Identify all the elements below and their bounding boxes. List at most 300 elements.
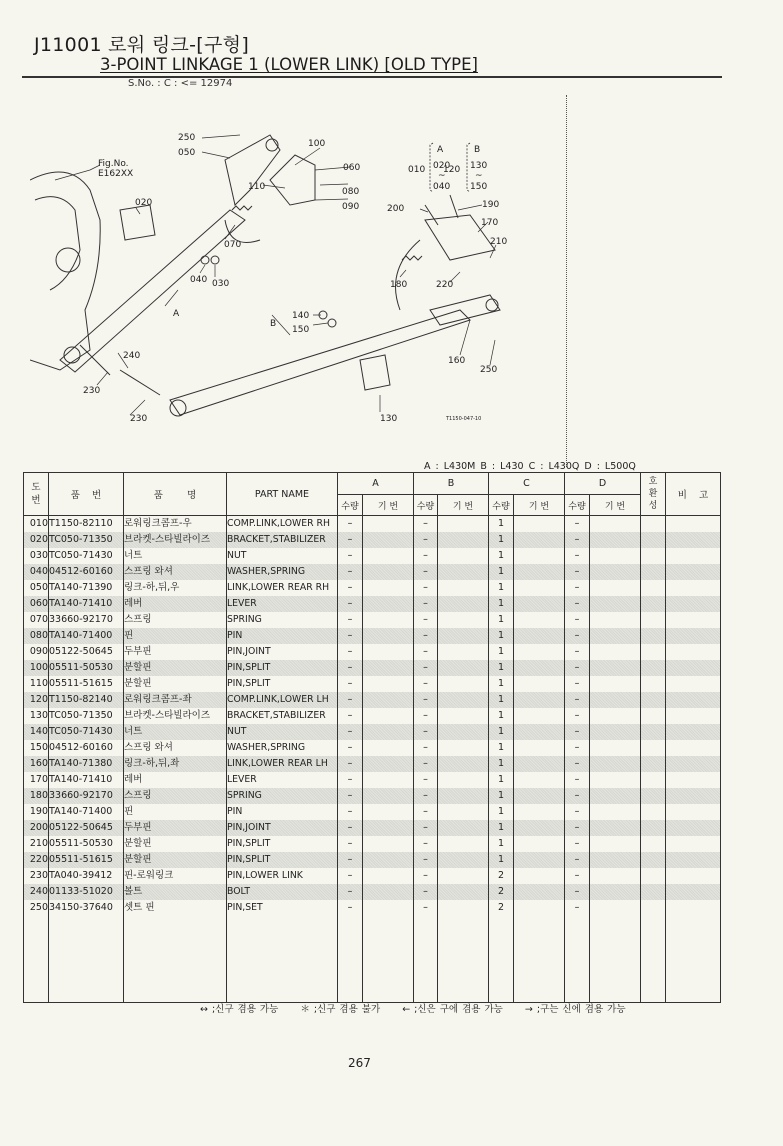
qty-c: 1 xyxy=(489,548,514,564)
callout-a: A xyxy=(173,309,180,319)
qty-d: – xyxy=(565,644,590,660)
part-name: BRACKET,STABILIZER xyxy=(227,532,338,548)
qty-d: – xyxy=(565,596,590,612)
qty-a: – xyxy=(338,532,363,548)
name-korean: 스프링 xyxy=(124,788,227,804)
parts-table-body xyxy=(24,516,721,1003)
qty-d: – xyxy=(565,772,590,788)
part-number: T1150-82110 xyxy=(49,516,124,533)
header-b-qty: 수량 xyxy=(414,495,438,516)
callout-210: 210 xyxy=(490,237,508,247)
interchange xyxy=(641,676,666,692)
empty-cell xyxy=(590,916,641,1003)
lever-rh xyxy=(270,155,315,205)
group-b-to: 150 xyxy=(470,182,488,192)
qty-c: 1 xyxy=(489,852,514,868)
header-name-ko: 품 명 xyxy=(124,473,227,516)
remarks xyxy=(666,868,721,884)
code-a xyxy=(363,804,414,820)
qty-d: – xyxy=(565,740,590,756)
code-d xyxy=(590,900,641,916)
qty-c: 1 xyxy=(489,516,514,533)
code-b xyxy=(438,740,489,756)
code-a xyxy=(363,644,414,660)
callout-020: 020 xyxy=(135,198,153,208)
table-row xyxy=(24,548,721,564)
housing-outline xyxy=(30,172,100,370)
part-number: TC050-71350 xyxy=(49,708,124,724)
code-b xyxy=(438,596,489,612)
code-b xyxy=(438,772,489,788)
part-number: TC050-71430 xyxy=(49,724,124,740)
name-korean: 스프링 와셔 xyxy=(124,740,227,756)
table-row xyxy=(24,708,721,724)
callout-180: 180 xyxy=(390,280,408,290)
empty-cell xyxy=(641,916,666,1003)
code-d xyxy=(590,628,641,644)
code-a xyxy=(363,660,414,676)
code-c xyxy=(514,676,565,692)
header-a-code: 기 번 xyxy=(363,495,414,516)
code-c xyxy=(514,628,565,644)
header-interchange: 호 환 성 xyxy=(641,473,666,516)
fig-ref-line1: Fig.No. xyxy=(98,159,129,169)
part-number: TA140-71410 xyxy=(49,772,124,788)
ref-no: 110 xyxy=(24,676,49,692)
part-number: TC050-71430 xyxy=(49,548,124,564)
code-c xyxy=(514,516,565,533)
header-part-name: PART NAME xyxy=(227,473,338,516)
callout-100: 100 xyxy=(308,139,326,149)
interchange xyxy=(641,644,666,660)
ref-no: 200 xyxy=(24,820,49,836)
spring-070 xyxy=(232,206,252,210)
group-a-from: 020 xyxy=(433,161,451,171)
qty-d: – xyxy=(565,836,590,852)
qty-d: – xyxy=(565,756,590,772)
part-number: TA140-71380 xyxy=(49,756,124,772)
name-korean: 핀 xyxy=(124,804,227,820)
code-a xyxy=(363,580,414,596)
code-b xyxy=(438,644,489,660)
parts-table xyxy=(23,472,721,1003)
qty-d: – xyxy=(565,692,590,708)
qty-b: – xyxy=(414,564,438,580)
header-group-b: B xyxy=(414,473,489,495)
lower-link-lh xyxy=(170,310,470,415)
code-b xyxy=(438,756,489,772)
table-row xyxy=(24,884,721,900)
qty-d: – xyxy=(565,564,590,580)
part-name: NUT xyxy=(227,724,338,740)
callout-130: 130 xyxy=(380,414,398,424)
qty-a: – xyxy=(338,644,363,660)
ref-no: 140 xyxy=(24,724,49,740)
remarks xyxy=(666,788,721,804)
ref-no: 170 xyxy=(24,772,49,788)
part-name: BRACKET,STABILIZER xyxy=(227,708,338,724)
qty-d: – xyxy=(565,580,590,596)
interchange-notes xyxy=(200,1001,644,1015)
qty-c: 1 xyxy=(489,692,514,708)
callout-160: 160 xyxy=(448,356,466,366)
ref-no: 080 xyxy=(24,628,49,644)
code-d xyxy=(590,596,641,612)
interchange xyxy=(641,772,666,788)
code-c xyxy=(514,772,565,788)
code-a xyxy=(363,772,414,788)
code-c xyxy=(514,820,565,836)
header-c-qty: 수량 xyxy=(489,495,514,516)
empty-cell xyxy=(363,916,414,1003)
table-row xyxy=(24,596,721,612)
remarks xyxy=(666,676,721,692)
header-b-code: 기 번 xyxy=(438,495,489,516)
empty-cell xyxy=(438,916,489,1003)
qty-d: – xyxy=(565,660,590,676)
qty-c: 1 xyxy=(489,644,514,660)
group-b-tilde: ~ xyxy=(475,171,483,181)
code-b xyxy=(438,628,489,644)
table-empty-space xyxy=(24,916,721,1003)
remarks xyxy=(666,900,721,916)
code-d xyxy=(590,660,641,676)
code-c xyxy=(514,532,565,548)
part-number: 01133-51020 xyxy=(49,884,124,900)
remarks xyxy=(666,660,721,676)
qty-a: – xyxy=(338,724,363,740)
ref-no: 060 xyxy=(24,596,49,612)
qty-a: – xyxy=(338,756,363,772)
group-b-key: B xyxy=(474,145,481,155)
qty-b: – xyxy=(414,660,438,676)
code-c xyxy=(514,756,565,772)
ref-no: 090 xyxy=(24,644,49,660)
note-both-ways: ↔ ;신구 겸용 가능 xyxy=(200,1004,279,1015)
qty-a: – xyxy=(338,676,363,692)
model-legend: A : L430M B : L430 C : L430Q D : L500Q xyxy=(424,461,636,472)
code-b xyxy=(438,884,489,900)
code-d xyxy=(590,820,641,836)
name-korean: 브라켓-스타빌라이즈 xyxy=(124,532,227,548)
qty-b: – xyxy=(414,852,438,868)
code-c xyxy=(514,644,565,660)
callout-110: 110 xyxy=(248,182,266,192)
remarks xyxy=(666,836,721,852)
qty-a: – xyxy=(338,628,363,644)
interchange xyxy=(641,820,666,836)
qty-d: – xyxy=(565,884,590,900)
table-row xyxy=(24,516,721,533)
name-korean: 셋트 핀 xyxy=(124,900,227,916)
interchange xyxy=(641,852,666,868)
code-d xyxy=(590,836,641,852)
callout-140: 140 xyxy=(292,311,310,321)
part-number: TA140-71390 xyxy=(49,580,124,596)
code-b xyxy=(438,612,489,628)
part-name: NUT xyxy=(227,548,338,564)
qty-d: – xyxy=(565,628,590,644)
code-c xyxy=(514,836,565,852)
ref-no: 020 xyxy=(24,532,49,548)
part-number: 05511-50530 xyxy=(49,836,124,852)
header-group-d: D xyxy=(565,473,641,495)
qty-b: – xyxy=(414,772,438,788)
qty-a: – xyxy=(338,580,363,596)
qty-b: – xyxy=(414,692,438,708)
code-d xyxy=(590,548,641,564)
remarks xyxy=(666,724,721,740)
page-title-korean: J11001 로워 링크-[구형] xyxy=(34,34,250,56)
code-d xyxy=(590,532,641,548)
group-a-key: A xyxy=(437,145,444,155)
remarks xyxy=(666,516,721,533)
part-number: 05122-50645 xyxy=(49,820,124,836)
code-d xyxy=(590,740,641,756)
remarks xyxy=(666,532,721,548)
callout-090: 090 xyxy=(342,202,360,212)
housing-detail xyxy=(35,197,80,290)
qty-b: – xyxy=(414,820,438,836)
table-row xyxy=(24,660,721,676)
empty-cell xyxy=(565,916,590,1003)
qty-a: – xyxy=(338,708,363,724)
qty-c: 1 xyxy=(489,756,514,772)
table-row xyxy=(24,692,721,708)
qty-a: – xyxy=(338,820,363,836)
code-b xyxy=(438,900,489,916)
remarks xyxy=(666,740,721,756)
group-a-tilde: ~ xyxy=(438,171,446,181)
table-row xyxy=(24,804,721,820)
nut-030 xyxy=(211,256,219,264)
part-name: PIN,LOWER LINK xyxy=(227,868,338,884)
qty-a: – xyxy=(338,852,363,868)
part-name: LEVER xyxy=(227,772,338,788)
callout-250-lh: 250 xyxy=(480,365,498,375)
name-korean: 레버 xyxy=(124,596,227,612)
qty-c: 1 xyxy=(489,676,514,692)
callout-230-lower: 230 xyxy=(130,414,148,424)
qty-a: – xyxy=(338,548,363,564)
code-a xyxy=(363,884,414,900)
code-b xyxy=(438,836,489,852)
name-korean: 로워링크콤프-우 xyxy=(124,516,227,533)
name-korean: 스프링 xyxy=(124,612,227,628)
code-b xyxy=(438,532,489,548)
ref-no: 180 xyxy=(24,788,49,804)
part-name: COMP.LINK,LOWER RH xyxy=(227,516,338,533)
spring-wires xyxy=(225,220,420,310)
code-c xyxy=(514,692,565,708)
qty-a: – xyxy=(338,836,363,852)
qty-c: 2 xyxy=(489,900,514,916)
qty-d: – xyxy=(565,532,590,548)
note-old-fits-new: → ;구는 신에 겸용 가능 xyxy=(524,1004,626,1015)
page-number: 267 xyxy=(348,1056,371,1070)
stabilizer-bracket-lh xyxy=(360,355,390,390)
table-row xyxy=(24,900,721,916)
washer-040 xyxy=(201,256,209,264)
part-name: PIN,SPLIT xyxy=(227,676,338,692)
part-name: LINK,LOWER REAR RH xyxy=(227,580,338,596)
table-row xyxy=(24,772,721,788)
code-b xyxy=(438,516,489,533)
code-d xyxy=(590,644,641,660)
interchange xyxy=(641,628,666,644)
group-b-main: 120 xyxy=(443,165,461,175)
qty-b: – xyxy=(414,580,438,596)
qty-c: 1 xyxy=(489,820,514,836)
washer-150 xyxy=(328,319,336,327)
code-a xyxy=(363,564,414,580)
ref-no: 210 xyxy=(24,836,49,852)
lower-rear-link-rh xyxy=(225,135,280,205)
qty-b: – xyxy=(414,596,438,612)
part-number: 33660-92170 xyxy=(49,612,124,628)
code-c xyxy=(514,580,565,596)
table-row xyxy=(24,612,721,628)
code-c xyxy=(514,564,565,580)
code-b xyxy=(438,580,489,596)
qty-a: – xyxy=(338,660,363,676)
callout-060: 060 xyxy=(343,163,361,173)
code-a xyxy=(363,740,414,756)
fig-ref-line2: E162XX xyxy=(98,169,134,179)
interchange xyxy=(641,884,666,900)
code-c xyxy=(514,724,565,740)
code-d xyxy=(590,676,641,692)
part-name: PIN,SET xyxy=(227,900,338,916)
qty-a: – xyxy=(338,788,363,804)
part-name: PIN,SPLIT xyxy=(227,836,338,852)
qty-c: 1 xyxy=(489,564,514,580)
qty-d: – xyxy=(565,724,590,740)
remarks xyxy=(666,852,721,868)
ref-no: 030 xyxy=(24,548,49,564)
code-c xyxy=(514,900,565,916)
header-group-c: C xyxy=(489,473,565,495)
qty-d: – xyxy=(565,852,590,868)
table-row xyxy=(24,740,721,756)
name-korean: 두부핀 xyxy=(124,820,227,836)
qty-c: 1 xyxy=(489,772,514,788)
code-a xyxy=(363,788,414,804)
table-row xyxy=(24,676,721,692)
qty-b: – xyxy=(414,676,438,692)
remarks xyxy=(666,580,721,596)
qty-d: – xyxy=(565,516,590,533)
part-number: T1150-82140 xyxy=(49,692,124,708)
ref-no: 100 xyxy=(24,660,49,676)
part-number: 05511-51615 xyxy=(49,676,124,692)
qty-b: – xyxy=(414,900,438,916)
empty-cell xyxy=(514,916,565,1003)
ref-no: 010 xyxy=(24,516,49,533)
ref-no: 240 xyxy=(24,884,49,900)
code-d xyxy=(590,852,641,868)
part-number: TA140-71400 xyxy=(49,804,124,820)
code-d xyxy=(590,772,641,788)
part-name: BOLT xyxy=(227,884,338,900)
part-number: 05511-50530 xyxy=(49,660,124,676)
pins-190-200 xyxy=(425,195,458,225)
ref-no: 190 xyxy=(24,804,49,820)
interchange xyxy=(641,692,666,708)
empty-cell xyxy=(338,916,363,1003)
interchange xyxy=(641,596,666,612)
qty-b: – xyxy=(414,532,438,548)
part-name: PIN,JOINT xyxy=(227,820,338,836)
interchange xyxy=(641,660,666,676)
interchange xyxy=(641,708,666,724)
qty-c: 1 xyxy=(489,532,514,548)
empty-cell xyxy=(489,916,514,1003)
qty-c: 1 xyxy=(489,804,514,820)
ref-no: 220 xyxy=(24,852,49,868)
callout-240: 240 xyxy=(123,351,141,361)
code-d xyxy=(590,564,641,580)
interchange xyxy=(641,868,666,884)
code-d xyxy=(590,580,641,596)
table-row xyxy=(24,868,721,884)
ref-no: 250 xyxy=(24,900,49,916)
qty-a: – xyxy=(338,740,363,756)
remarks xyxy=(666,692,721,708)
qty-c: 1 xyxy=(489,708,514,724)
qty-c: 1 xyxy=(489,724,514,740)
interchange xyxy=(641,548,666,564)
part-name: SPRING xyxy=(227,788,338,804)
qty-a: – xyxy=(338,596,363,612)
code-d xyxy=(590,884,641,900)
remarks xyxy=(666,644,721,660)
code-b xyxy=(438,724,489,740)
callout-030: 030 xyxy=(212,279,230,289)
interchange xyxy=(641,612,666,628)
name-korean: 브라켓-스타빌라이즈 xyxy=(124,708,227,724)
code-b xyxy=(438,788,489,804)
part-name: WASHER,SPRING xyxy=(227,564,338,580)
header-part-no: 품 번 xyxy=(49,473,124,516)
qty-c: 1 xyxy=(489,628,514,644)
interchange xyxy=(641,788,666,804)
part-number: TA140-71410 xyxy=(49,596,124,612)
code-c xyxy=(514,596,565,612)
qty-b: – xyxy=(414,868,438,884)
interchange xyxy=(641,804,666,820)
note-new-fits-old: ← ;신은 구에 겸용 가능 xyxy=(402,1004,503,1015)
qty-b: – xyxy=(414,756,438,772)
interchange xyxy=(641,836,666,852)
code-b xyxy=(438,660,489,676)
code-a xyxy=(363,756,414,772)
qty-c: 2 xyxy=(489,868,514,884)
code-b xyxy=(438,804,489,820)
qty-a: – xyxy=(338,772,363,788)
qty-d: – xyxy=(565,612,590,628)
qty-a: – xyxy=(338,804,363,820)
empty-cell xyxy=(414,916,438,1003)
qty-a: – xyxy=(338,900,363,916)
code-c xyxy=(514,740,565,756)
ref-no: 120 xyxy=(24,692,49,708)
code-b xyxy=(438,820,489,836)
empty-cell xyxy=(124,916,227,1003)
remarks xyxy=(666,884,721,900)
code-b xyxy=(438,548,489,564)
qty-b: – xyxy=(414,628,438,644)
